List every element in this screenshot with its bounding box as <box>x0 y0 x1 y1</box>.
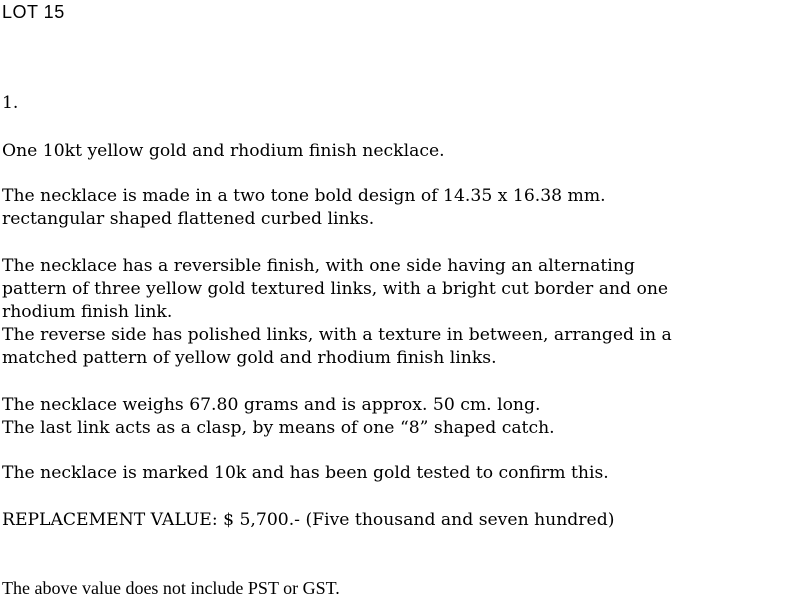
item-number: 1. <box>2 93 19 113</box>
weight-line: The last link acts as a clasp, by means of one “8” shaped catch. <box>2 418 555 438</box>
weight-line: The necklace weighs 67.80 grams and is approx. 50 cm. long. <box>2 395 541 415</box>
finish-line: The reverse side has polished links, with a texture in between, arranged in a <box>2 325 672 345</box>
finish-line: pattern of three yellow gold textured links, with a bright cut border and one <box>2 279 669 299</box>
replacement-value: REPLACEMENT VALUE: $ 5,700.- (Five thousand and seven hundred) <box>2 510 615 530</box>
design-line: The necklace is made in a two tone bold design of 14.35 x 16.38 mm. <box>2 186 606 206</box>
finish-line: matched pattern of yellow gold and rhodium finish links. <box>2 348 497 368</box>
marking-line: The necklace is marked 10k and has been gold tested to confirm this. <box>2 463 609 483</box>
finish-line: rhodium finish link. <box>2 302 173 322</box>
design-line: rectangular shaped flattened curbed links. <box>2 209 375 229</box>
finish-line: The necklace has a reversible finish, with one side having an alternating <box>2 256 635 276</box>
item-title: One 10kt yellow gold and rhodium finish necklace. <box>2 141 445 161</box>
lot-heading: LOT 15 <box>2 2 65 22</box>
tax-note: The above value does not include PST or GST. <box>2 578 340 598</box>
